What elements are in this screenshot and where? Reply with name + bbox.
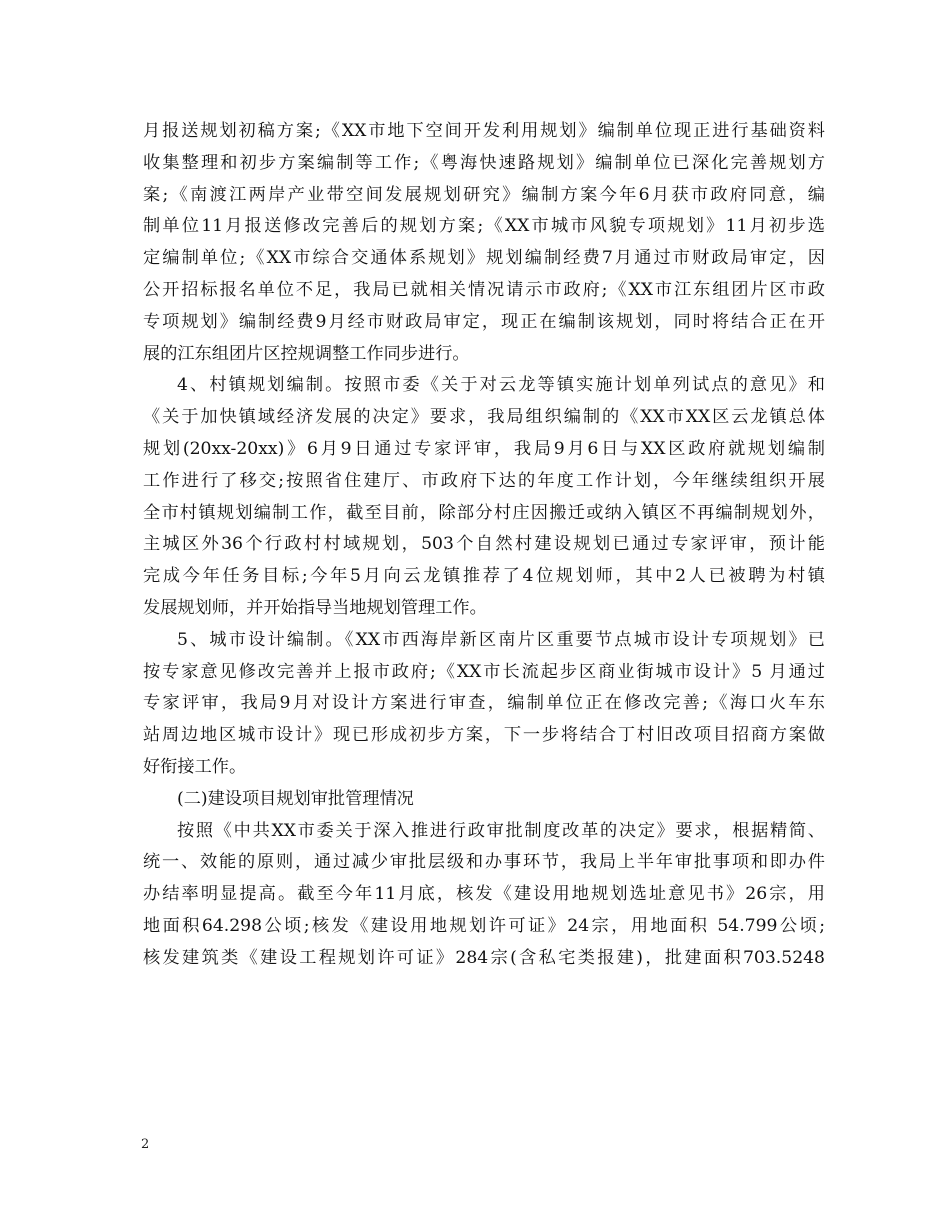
- text-line: 案;《南渡江两岸产业带空间发展规划研究》编制方案今年6月获市政府同意，编: [143, 184, 825, 205]
- paragraph-heading-line: 5、城市设计编制。《XX市西海岸新区南片区重要节点城市设计专项规划》已: [177, 629, 825, 650]
- paragraph-first-line: 按照《中共XX市委关于深入推进行政审批制度改革的决定》要求，根据精简、: [177, 820, 825, 841]
- text-line: 主城区外36个行政村村域规划，503个自然村建设规划已通过专家评审，预计能: [143, 534, 825, 555]
- text-line: 定编制单位;《XX市综合交通体系规划》规划编制经费7月通过市财政局审定，因: [143, 248, 825, 269]
- text-line: 全市村镇规划编制工作，截至目前，除部分村庄因搬迁或纳入镇区不再编制规划外，: [143, 502, 825, 523]
- section-heading: (二)建设项目规划审批管理情况: [177, 788, 414, 809]
- paragraph-heading-line: 4、村镇规划编制。按照市委《关于对云龙等镇实施计划单列试点的意见》和: [177, 375, 825, 396]
- text-line: 发展规划师，并开始指导当地规划管理工作。: [143, 597, 487, 618]
- text-line: 好衔接工作。: [143, 756, 247, 777]
- text-line: 站周边地区城市设计》现已形成初步方案，下一步将结合丁村旧改项目招商方案做: [143, 725, 825, 746]
- text-line: 月报送规划初稿方案;《XX市地下空间开发利用规划》编制单位现正进行基础资料: [143, 121, 825, 141]
- text-line: 核发建筑类《建设工程规划许可证》284宗(含私宅类报建)，批建面积703.5248: [143, 947, 825, 968]
- text-line: 《关于加快镇域经济发展的决定》要求，我局组织编制的《XX市XX区云龙镇总体: [143, 407, 825, 428]
- text-line: 规划(20xx-20xx)》6月9日通过专家评审，我局9月6日与XX区政府就规划编制: [143, 438, 825, 459]
- text-line: 专家评审，我局9月对设计方案进行审查，编制单位正在修改完善;《海口火车东: [143, 693, 825, 714]
- text-line: 工作进行了移交;按照省住建厅、市政府下达的年度工作计划，今年继续组织开展: [143, 470, 825, 491]
- text-line: 专项规划》编制经费9月经市财政局审定，现正在编制该规划，同时将结合正在开: [143, 311, 825, 332]
- text-line: 制单位11月报送修改完善后的规划方案;《XX市城市风貌专项规划》11月初步选: [143, 216, 825, 237]
- text-line: 统一、效能的原则，通过减少审批层级和办事环节，我局上半年审批事项和即办件: [143, 852, 825, 873]
- text-line: 完成今年任务目标;今年5月向云龙镇推荐了4位规划师，其中2人已被聘为村镇: [143, 566, 825, 587]
- text-line: 办结率明显提高。截至今年11月底，核发《建设用地规划选址意见书》26宗，用: [143, 884, 825, 905]
- text-line: 按专家意见修改完善并上报市政府;《XX市长流起步区商业街城市设计》5 月通过: [143, 661, 825, 682]
- body-text: [143, 116, 825, 975]
- text-line: 公开招标报名单位不足，我局已就相关情况请示市政府;《XX市江东组团片区市政: [143, 279, 825, 300]
- text-line: 收集整理和初步方案编制等工作;《粤海快速路规划》编制单位已深化完善规划方: [143, 152, 825, 173]
- page-number: 2: [141, 1137, 150, 1152]
- text-line: 地面积64.298公顷;核发《建设用地规划许可证》24宗，用地面积 54.799公顷;: [143, 915, 825, 936]
- text-line: 展的江东组团片区控规调整工作同步进行。: [143, 343, 470, 364]
